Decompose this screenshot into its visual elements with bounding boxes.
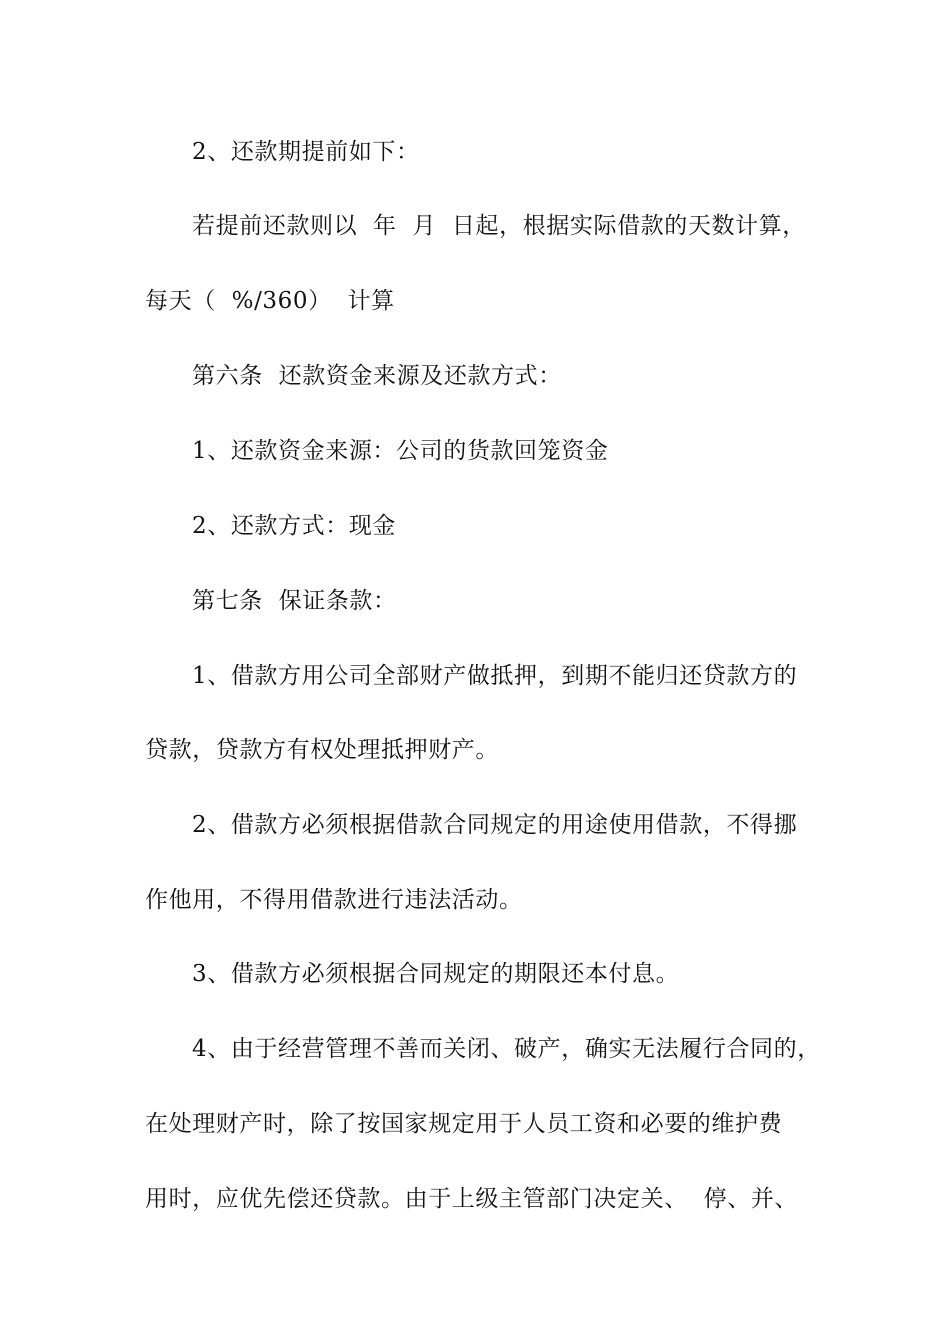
paragraph-line: 1、借款方用公司全部财产做抵押，到期不能归还贷款方的 (192, 663, 798, 689)
section-heading: 第六条 还款资金来源及还款方式： (192, 363, 562, 389)
paragraph-line: 3、借款方必须根据合同规定的期限还本付息。 (192, 961, 680, 987)
paragraph-line: 若提前还款则以 年 月 日起，根据实际借款的天数计算， (192, 213, 806, 239)
paragraph-line: 2、还款方式：现金 (192, 513, 397, 539)
paragraph-line: 用时，应优先偿还贷款。由于上级主管部门决定关、 停、并、 (145, 1186, 799, 1212)
paragraph-line: 每天（ %/360） 计算 (145, 288, 395, 314)
paragraph-line: 2、还款期提前如下： (192, 139, 420, 165)
paragraph-line: 在处理财产时，除了按国家规定用于人员工资和必要的维护费 (145, 1111, 783, 1137)
paragraph-line: 2、借款方必须根据借款合同规定的用途使用借款，不得挪 (192, 812, 798, 838)
section-heading: 第七条 保证条款： (192, 588, 397, 614)
paragraph-line: 1、还款资金来源：公司的货款回笼资金 (192, 438, 609, 464)
paragraph-line: 4、由于经营管理不善而关闭、破产，确实无法履行合同的， (192, 1036, 821, 1062)
paragraph-line: 贷款，贷款方有权处理抵押财产。 (145, 737, 499, 763)
paragraph-line: 作他用，不得用借款进行违法活动。 (145, 887, 523, 913)
